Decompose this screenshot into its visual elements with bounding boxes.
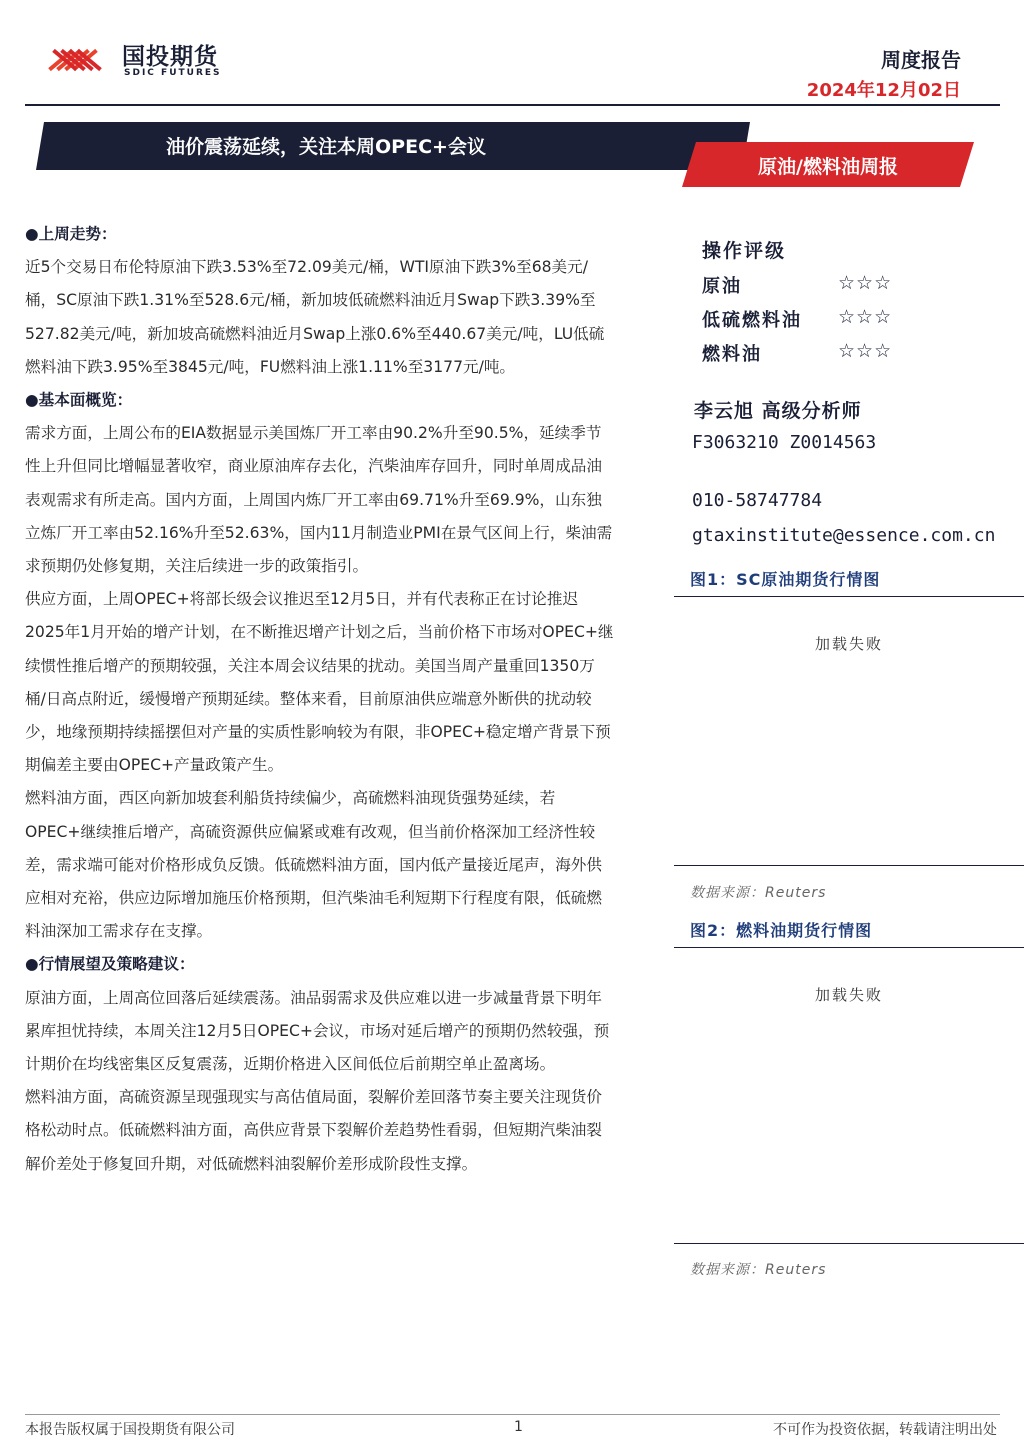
footer-divider xyxy=(25,1414,1000,1415)
rating-title: 操作评级 xyxy=(702,240,787,262)
analyst-phone: 010-58747784 xyxy=(692,490,823,511)
company-logo xyxy=(42,38,242,84)
rating-stars-fuel-oil: ☆☆☆ xyxy=(838,340,893,362)
section-title-outlook: ●行情展望及策略建议： xyxy=(25,955,195,974)
logo-text-cn: 国投期货 xyxy=(122,44,218,70)
figure-2-bottom-border xyxy=(674,1243,1024,1244)
paragraph-crude-outlook: 原油方面，上周高位回落后延续震荡。油品弱需求及供应难以进一步减量背景下明年累库担忧持续，本周关注12月5日OPEC+会议，市场对延后增产的预期仍然较强，预计期价在均线密集区反复震荡，近期价格进入区间低位后前期空单止盈离场。 xyxy=(25,988,610,1074)
figure-1-placeholder xyxy=(674,597,1024,865)
rating-stars-crude: ☆☆☆ xyxy=(838,272,893,294)
page-number: 1 xyxy=(514,1419,523,1435)
figure-2-source: 数据来源：Reuters xyxy=(690,1262,827,1278)
rating-label-crude: 原油 xyxy=(702,276,742,297)
figure-1-bottom-border xyxy=(674,865,1024,866)
logo-mark-icon xyxy=(42,38,118,78)
paragraph-fuel-oil: 燃料油方面，西区向新加坡套利船货持续偏少，高硫燃料油现货强势延续，若OPEC+继续推后增产，高硫资源供应偏紧或难有改观，但当前价格深加工经济性较差，需求端可能对价格形成负反馈。低硫燃料油方面，国内低产量接近尾声，海外供应相对充裕，供应边际增加施压价格预期，但汽柴油毛利短期下行程度有限，低硫燃料油深加工需求存在支撑。 xyxy=(25,789,602,941)
section-title-fundamentals: ●基本面概览： xyxy=(25,391,133,410)
category-label: 原油/燃料油周报 xyxy=(758,156,898,178)
analyst-license: F3063210 Z0014563 xyxy=(692,432,877,453)
figure-1-load-failed: 加载失败 xyxy=(814,635,883,653)
figure-2-title: 图2：燃料油期货行情图 xyxy=(690,921,873,940)
footer-disclaimer: 不可作为投资依据，转载请注明出处 xyxy=(773,1422,997,1438)
paragraph-fuel-outlook: 燃料油方面，高硫资源呈现强现实与高估值局面，裂解价差回落节奏主要关注现货价格松动时点。低硫燃料油方面，高供应背景下裂解价差趋势性看弱，但短期汽柴油裂解价差处于修复回升期，对低硫燃料油裂解价差形成阶段性支撑。 xyxy=(25,1088,602,1173)
section-title-last-week: ●上周走势： xyxy=(25,225,117,243)
figure-1-title: 图1：SC原油期货行情图 xyxy=(690,570,881,589)
footer-copyright: 本报告版权属于国投期货有限公司 xyxy=(25,1422,235,1438)
report-type: 周度报告 xyxy=(881,48,961,72)
figure-1-source: 数据来源：Reuters xyxy=(690,885,827,901)
paragraph-last-week: 近5个交易日布伦特原油下跌3.53%至72.09美元/桶，WTI原油下跌3%至68美元/桶，SC原油下跌1.31%至528.6元/桶，新加坡低硫燃料油近月Swap下跌3.39%至527.82美元/吨，新加坡高硫燃料油近月Swap上涨0.6%至440.67美元/吨，LU低硫燃料油下跌3.95%至3845元/吨，FU燃料油上涨1.11%至3177元/吨。 xyxy=(25,258,605,376)
report-title: 油价震荡延续，关注本周OPEC+会议 xyxy=(166,136,486,158)
figure-2-load-failed: 加载失败 xyxy=(814,986,883,1004)
header-divider xyxy=(25,104,1000,106)
main-text xyxy=(25,218,615,1181)
paragraph-supply: 供应方面，上周OPEC+将部长级会议推迟至12月5日，并有代表称正在讨论推迟2025年1月开始的增产计划，在不断推迟增产计划之后，当前价格下市场对OPEC+继续惯性推后增产的预期较强，关注本周会议结果的扰动。美国当周产量重回1350万桶/日高点附近，缓慢增产预期延续。整体来看，目前原油供应端意外断供的扰动较少，地缘预期持续摇摆但对产量的实质性影响较为有限，非OPEC+稳定增产背景下预期偏差主要由OPEC+产量政策产生。 xyxy=(25,590,614,775)
rating-label-lsfo: 低硫燃料油 xyxy=(702,310,802,331)
paragraph-demand: 需求方面，上周公布的EIA数据显示美国炼厂开工率由90.2%升至90.5%，延续季节性上升但同比增幅显著收窄，商业原油库存去化，汽柴油库存回升，同时单周成品油表观需求有所走高。国内方面，上周国内炼厂开工率由69.71%升至69.9%，山东独立炼厂开工率由52.16%升至52.63%，国内11月制造业PMI在景气区间上行，柴油需求预期仍处修复期，关注后续进一步的政策指引。 xyxy=(25,424,613,576)
report-date: 2024年12月02日 xyxy=(806,80,961,101)
analyst-email[interactable]: gtaxinstitute@essence.com.cn xyxy=(692,525,996,546)
figure-2-placeholder xyxy=(674,948,1024,1243)
rating-label-fuel-oil: 燃料油 xyxy=(702,344,762,365)
logo-text-en: SDIC FUTURES xyxy=(124,68,222,78)
analyst-name: 李云旭 高级分析师 xyxy=(694,400,862,422)
rating-stars-lsfo: ☆☆☆ xyxy=(838,306,893,328)
